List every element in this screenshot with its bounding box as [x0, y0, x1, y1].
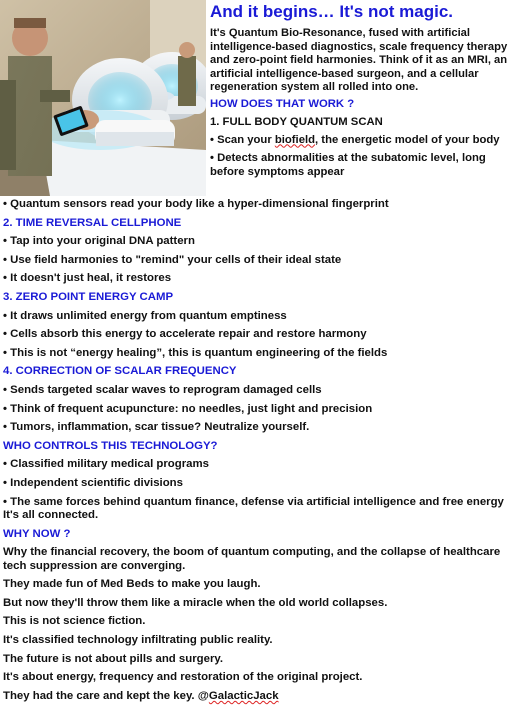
- who-item-1: • Classified military medical programs: [3, 458, 209, 471]
- medical-pods-photo: [0, 0, 206, 196]
- scan-bullet-1: [210, 133, 510, 147]
- final-line: [3, 690, 509, 704]
- why-item-3: But now they'll throw them like a miracle when the old world collapses.: [3, 596, 388, 609]
- section-2-heading: 2. TIME REVERSAL CELLPHONE: [3, 216, 182, 229]
- s2-item-1: • Tap into your original DNA pattern: [3, 235, 195, 248]
- medical-pods-illustration: [0, 0, 206, 196]
- main-content: [3, 198, 509, 708]
- s4-item-2: • Think of frequent acupuncture: no needles, just light and precision: [3, 402, 373, 415]
- scan-bullet-1-pre: • Scan your: [210, 133, 275, 146]
- s3-item-1: • It draws unlimited energy from quantum emptiness: [3, 309, 287, 322]
- header-column: [210, 2, 510, 179]
- section-4-heading: 4. CORRECTION OF SCALAR FREQUENCY: [3, 365, 237, 378]
- why-item-6: The future is not about pills and surgery.: [3, 652, 224, 665]
- why-heading: WHY NOW ?: [3, 527, 71, 540]
- who-item-2: • Independent scientific divisions: [3, 476, 183, 489]
- why-item-1: Why the financial recovery, the boom of quantum computing, and the collapse of healthcare tech suppression are converging.: [3, 546, 501, 572]
- how-heading: HOW DOES THAT WORK ?: [210, 97, 355, 110]
- s2-item-3: • It doesn't just heal, it restores: [3, 272, 172, 285]
- s3-item-3: • This is not “energy healing”, this is quantum engineering of the fields: [3, 346, 388, 359]
- s4-item-1: • Sends targeted scalar waves to reprogram damaged cells: [3, 383, 322, 396]
- who-item-3: • The same forces behind quantum finance, defense via artificial intelligence and free energy It's all connected.: [3, 495, 504, 521]
- who-heading: WHO CONTROLS THIS TECHNOLOGY?: [3, 439, 218, 452]
- why-item-7: It's about energy, frequency and restoration of the original project.: [3, 671, 363, 684]
- s2-item-2: • Use field harmonies to "remind" your cells of their ideal state: [3, 253, 342, 266]
- scan-bullet-2: • Detects abnormalities at the subatomic level, long before symptoms appear: [210, 151, 486, 178]
- why-item-4: This is not science fiction.: [3, 615, 146, 628]
- why-item-2: They made fun of Med Beds to make you laugh.: [3, 578, 261, 591]
- section-3-heading: 3. ZERO POINT ENERGY CAMP: [3, 290, 174, 303]
- scan-title: 1. FULL BODY QUANTUM SCAN: [210, 115, 383, 128]
- s3-item-2: • Cells absorb this energy to accelerate repair and restore harmony: [3, 328, 367, 341]
- final-line-text: They had the care and kept the key. @: [3, 689, 209, 702]
- biofield-word: biofield: [274, 133, 316, 146]
- page-title: And it begins… It's not magic.: [210, 2, 453, 21]
- s4-item-3: • Tumors, inflammation, scar tissue? Neutralize yourself.: [3, 421, 310, 434]
- why-item-5: It's classified technology infiltrating public reality.: [3, 634, 273, 647]
- intro-paragraph: It's Quantum Bio-Resonance, fused with artificial intelligence-based diagnostics, scale frequency therapy and zero-point field harmonies. Think of it as an MRI, an artificial intelligence-based surgeon, and a cellular regeneration system all rolled into one.: [210, 27, 508, 93]
- scan-bullet-1-post: , the energetic model of your body: [315, 133, 500, 146]
- author-handle: GalacticJack: [208, 689, 279, 702]
- scan-bullet-3: • Quantum sensors read your body like a hyper-dimensional fingerprint: [3, 198, 389, 210]
